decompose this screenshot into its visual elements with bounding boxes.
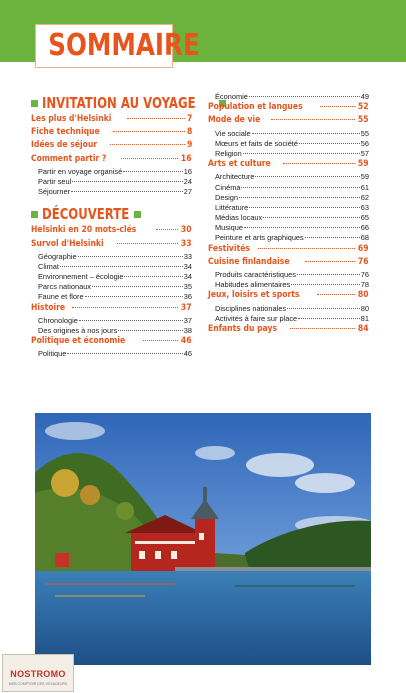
toc-entry-label: Environnement – écologie: [38, 272, 124, 282]
toc-entry-label: Arts et culture: [208, 159, 271, 170]
page-title: SOMMAIRE: [48, 28, 200, 63]
toc-entry-page: 36: [183, 292, 192, 302]
toc-entry-page: 55: [358, 115, 369, 126]
dot-leader: [305, 237, 360, 238]
toc-entry-label: Économie: [215, 92, 248, 101]
toc-entry-page: 63: [360, 202, 369, 212]
toc-chapter-entry[interactable]: [31, 239, 192, 252]
dot-leader: [67, 353, 182, 354]
toc-entry-page: 35: [183, 282, 192, 292]
toc-subentry[interactable]: [208, 129, 369, 139]
toc-entry-label: Fiche technique: [31, 127, 100, 138]
toc-subentry[interactable]: [208, 183, 369, 193]
toc-chapter-entry[interactable]: [208, 115, 369, 128]
toc-subentry[interactable]: [31, 272, 192, 282]
toc-entry-label: Mœurs et faits de société: [215, 138, 298, 148]
toc-entry-label: Religion: [215, 148, 242, 158]
dot-leader: [85, 296, 183, 297]
toc-subentry[interactable]: [208, 223, 369, 233]
cover-photo: [35, 413, 371, 665]
toc-entry-label: Politique et économie: [31, 336, 126, 347]
dot-leader: [305, 261, 356, 262]
toc-entry-page: 49: [360, 92, 369, 101]
toc-subentry[interactable]: [31, 282, 192, 292]
toc-entry-page: 76: [360, 270, 369, 279]
toc-entry-page: 46: [181, 336, 192, 347]
toc-chapter-entry[interactable]: [31, 127, 192, 140]
toc-chapter-entry[interactable]: [208, 159, 369, 172]
dot-leader: [290, 328, 355, 329]
toc-entry-label: Architecture: [215, 172, 255, 182]
toc-entry-label: Faune et flore: [38, 292, 84, 302]
toc-chapter-entry[interactable]: [208, 324, 369, 337]
toc-entry-page: 65: [360, 213, 369, 223]
toc-entry-label: Vie sociale: [215, 128, 251, 138]
toc-entry-label: Helsinki en 20 mots-clés: [31, 225, 137, 236]
dot-leader: [291, 284, 360, 285]
toc-chapter-entry[interactable]: [208, 244, 369, 257]
dot-leader: [117, 243, 178, 244]
toc-chapter-entry[interactable]: [208, 102, 369, 115]
toc-entry-page: 69: [358, 243, 369, 254]
dot-leader: [78, 256, 183, 257]
toc-entry-page: 37: [181, 302, 192, 313]
toc-section-heading: [31, 203, 192, 225]
toc-subentry[interactable]: [208, 270, 369, 280]
dot-leader: [249, 207, 359, 208]
toc-entry-page: 59: [360, 172, 369, 182]
toc-entry-page: 8: [186, 127, 192, 138]
dot-leader: [124, 276, 182, 277]
toc-entry-page: 16: [181, 153, 192, 164]
toc-chapter-entry[interactable]: [208, 290, 369, 303]
dot-leader: [110, 144, 185, 145]
toc-chapter-entry[interactable]: [31, 140, 192, 153]
green-square-icon: [134, 211, 141, 218]
toc-subentry[interactable]: [31, 177, 192, 187]
toc-entry-label: Mode de vie: [208, 115, 261, 126]
logo-tagline: WEB COMPTOIR DES VOYAGEURS: [8, 682, 68, 686]
dot-leader: [79, 320, 183, 321]
dot-leader: [143, 340, 179, 341]
dot-leader: [252, 133, 360, 134]
toc-entry-label: Littérature: [215, 202, 249, 212]
toc-entry-page: 56: [360, 138, 369, 148]
dot-leader: [297, 274, 360, 275]
toc-entry-page: 81: [360, 313, 369, 323]
toc-subentry[interactable]: [31, 252, 192, 262]
green-square-icon: [31, 100, 38, 107]
toc-entry-page: 34: [183, 261, 192, 271]
toc-column-left: [31, 92, 196, 360]
toc-entry-page: 68: [360, 233, 369, 243]
toc-entry-label: Habitudes alimentaires: [215, 280, 291, 290]
toc-column-right: [208, 92, 369, 337]
toc-subentry[interactable]: [208, 149, 369, 159]
toc-entry-page: 84: [358, 323, 369, 334]
dot-leader: [239, 197, 360, 198]
toc-entry-page: 76: [358, 256, 369, 267]
toc-entry-page: 61: [360, 182, 369, 192]
toc-entry-label: Musique: [215, 223, 243, 233]
toc-entry-page: 46: [183, 349, 192, 359]
logo-name: NOSTROMO: [10, 669, 66, 679]
toc-entry-label: Parcs nationaux: [38, 282, 91, 292]
toc-entry-label: Politique: [38, 349, 67, 359]
dot-leader: [283, 163, 356, 164]
toc-entry-page: 78: [360, 280, 369, 290]
toc-entry-label: Partir seul: [38, 176, 72, 186]
toc-entry-page: 66: [360, 223, 369, 233]
toc-subentry[interactable]: [31, 292, 192, 302]
dot-leader: [127, 118, 185, 119]
toc-subentry[interactable]: [31, 167, 192, 177]
toc-entry-label: Festivités: [208, 243, 250, 254]
toc-subentry[interactable]: [208, 92, 369, 102]
toc-entry-page: 57: [360, 148, 369, 158]
harbor-photo: [35, 413, 371, 665]
dot-leader: [121, 158, 179, 159]
toc-chapter-entry[interactable]: [31, 225, 192, 238]
toc-subentry[interactable]: [31, 316, 192, 326]
toc-entry-page: 27: [183, 187, 192, 197]
toc-entry-label: Cinéma: [215, 182, 241, 192]
toc-section-title: INVITATION AU VOYAGE: [42, 94, 196, 112]
toc-entry-label: Séjourner: [38, 187, 71, 197]
dot-leader: [249, 96, 360, 97]
toc-entry-label: Produits caractéristiques: [215, 270, 296, 279]
toc-entry-page: 33: [181, 238, 192, 249]
toc-entry-label: Comment partir ?: [31, 153, 107, 164]
toc-subentry[interactable]: [31, 187, 192, 197]
dot-leader: [298, 318, 360, 319]
toc-section-title: DÉCOUVERTE: [42, 205, 130, 224]
toc-subentry[interactable]: [208, 172, 369, 182]
toc-entry-label: Design: [215, 192, 239, 202]
green-square-icon: [31, 211, 38, 218]
toc-entry-label: Histoire: [31, 302, 66, 313]
toc-entry-page: 34: [183, 272, 192, 282]
toc-subentry[interactable]: [208, 213, 369, 223]
toc-entry-label: Médias locaux: [215, 213, 263, 223]
toc-entry-page: 9: [186, 140, 192, 151]
toc-subentry[interactable]: [208, 203, 369, 213]
toc-entry-label: Les plus d'Helsinki: [31, 114, 112, 124]
publisher-logo: [2, 654, 74, 692]
toc-chapter-entry[interactable]: [31, 336, 192, 349]
dot-leader: [113, 131, 185, 132]
toc-subentry[interactable]: [208, 314, 369, 324]
dot-leader: [255, 176, 359, 177]
toc-subentry[interactable]: [208, 193, 369, 203]
toc-entry-label: Enfants du pays: [208, 323, 278, 334]
dot-leader: [92, 286, 183, 287]
toc-entry-label: Population et langues: [208, 102, 303, 113]
toc-entry-page: 55: [360, 128, 369, 138]
dot-leader: [71, 191, 183, 192]
toc-entry-label: Des origines à nos jours: [38, 326, 118, 335]
toc-subentry[interactable]: [31, 349, 192, 359]
toc-subentry[interactable]: [31, 262, 192, 272]
toc-entry-label: Climat: [38, 261, 59, 271]
toc-subentry[interactable]: [208, 139, 369, 149]
toc-chapter-entry[interactable]: [208, 257, 369, 270]
toc-entry-page: 30: [181, 225, 192, 236]
dot-leader: [156, 229, 179, 230]
toc-subentry[interactable]: [31, 326, 192, 336]
toc-entry-page: 38: [183, 326, 192, 335]
dot-leader: [243, 153, 360, 154]
toc-chapter-entry[interactable]: [31, 114, 192, 127]
dot-leader: [244, 227, 360, 228]
dot-leader: [317, 294, 356, 295]
dot-leader: [287, 308, 360, 309]
toc-entry-page: 80: [360, 303, 369, 313]
toc-entry-label: Disciplines nationales: [215, 303, 287, 313]
toc-section-heading: [31, 92, 196, 114]
dot-leader: [320, 106, 355, 107]
toc-entry-label: Idées de séjour: [31, 140, 98, 151]
dot-leader: [299, 143, 360, 144]
dot-leader: [60, 266, 183, 267]
toc-entry-label: Cuisine finlandaise: [208, 256, 290, 267]
toc-entry-page: 16: [183, 166, 192, 176]
toc-entry-label: Géographie: [38, 251, 77, 261]
dot-leader: [263, 217, 360, 218]
toc-entry-label: Activités à faire sur place: [215, 313, 298, 323]
dot-leader: [123, 171, 183, 172]
title-box: [35, 24, 200, 68]
toc-entry-page: 52: [358, 102, 369, 113]
toc-entry-label: Peinture et arts graphiques: [215, 233, 304, 243]
toc-subentry[interactable]: [208, 304, 369, 314]
toc-entry-page: 62: [360, 192, 369, 202]
dot-leader: [258, 248, 355, 249]
toc-entry-page: 37: [183, 315, 192, 325]
toc-entry-page: 7: [186, 114, 192, 124]
dot-leader: [241, 187, 359, 188]
toc-entry-label: Partir en voyage organisé: [38, 166, 123, 176]
dot-leader: [271, 119, 356, 120]
dot-leader: [118, 330, 182, 331]
toc-subentry[interactable]: [208, 233, 369, 243]
toc-entry-page: 24: [183, 176, 192, 186]
toc-entry-page: 33: [183, 251, 192, 261]
toc-entry-label: Survol d'Helsinki: [31, 238, 104, 249]
dot-leader: [72, 307, 178, 308]
toc-entry-page: 80: [358, 290, 369, 301]
toc-chapter-entry[interactable]: [31, 303, 192, 316]
toc-entry-label: Jeux, loisirs et sports: [208, 290, 300, 301]
toc-chapter-entry[interactable]: [31, 154, 192, 167]
toc-entry-label: Chronologie: [38, 315, 78, 325]
toc-subentry[interactable]: [208, 280, 369, 290]
toc-entry-page: 59: [358, 159, 369, 170]
dot-leader: [72, 181, 182, 182]
